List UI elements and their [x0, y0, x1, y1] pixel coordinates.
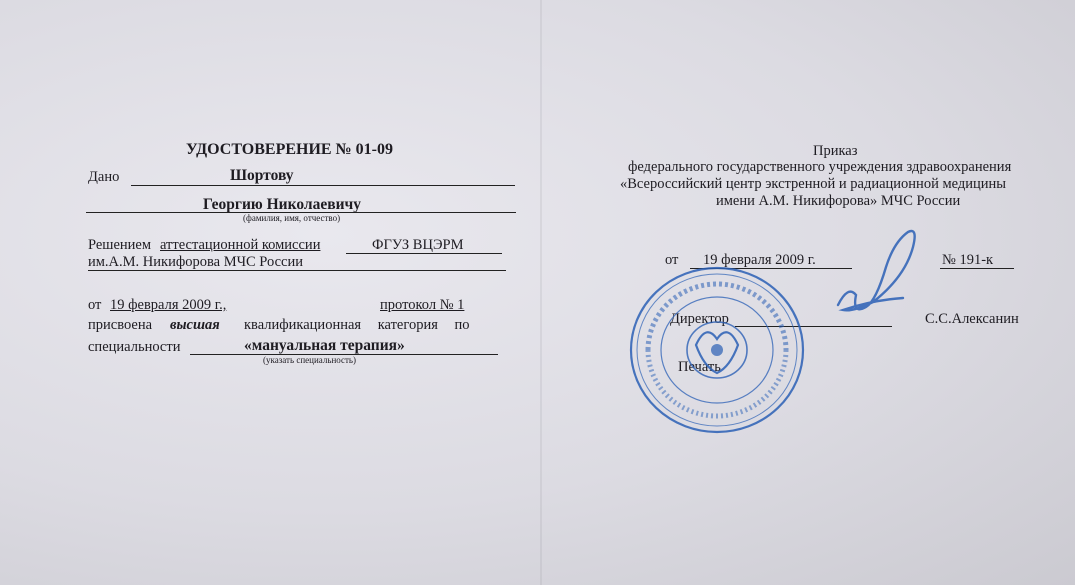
order-line-3: имени А.М. Никифорова» МЧС России — [716, 193, 961, 209]
order-date-prefix: от — [665, 252, 679, 268]
awarded-label: присвоена — [88, 317, 153, 333]
recipient-surname: Шортову — [230, 167, 294, 184]
surname-line — [131, 185, 515, 186]
commission-org-line2: им.А.М. Никифорова МЧС России — [88, 254, 304, 270]
name-hint: (фамилия, имя, отчество) — [243, 213, 341, 223]
order-line-2: «Всероссийский центр экстренной и радиационной медицины — [620, 176, 1007, 192]
commission-org: ФГУЗ ВЦЭРМ — [372, 237, 464, 253]
dano-label: Дано — [88, 169, 120, 185]
director-label: Директор — [670, 311, 729, 327]
paper-fold — [540, 0, 542, 585]
order-line-1: федерального государственного учреждения здравоохранения — [628, 159, 1012, 175]
specialty-value: «мануальная терапия» — [244, 337, 405, 354]
order-title: Приказ — [813, 143, 858, 159]
director-name: С.С.Алексанин — [925, 311, 1019, 327]
recipient-name: Георгию Николаевичу — [203, 196, 361, 213]
protocol-number: протокол № 1 — [380, 297, 465, 313]
commission-label: аттестационной комиссии — [160, 237, 321, 253]
category-text: квалификационная категория по — [244, 317, 470, 333]
date-prefix: от — [88, 297, 102, 313]
order-number: № 191-к — [942, 252, 994, 268]
certificate-title: УДОСТОВЕРЕНИЕ № 01-09 — [186, 141, 393, 158]
commission-line — [346, 253, 502, 254]
order-number-line — [940, 268, 1014, 269]
certificate-date: 19 февраля 2009 г., — [110, 297, 227, 313]
seal-label: Печать — [678, 359, 721, 375]
decision-label: Решением — [88, 237, 152, 253]
org-line — [88, 270, 506, 271]
category-value: высшая — [170, 317, 220, 333]
specialty-hint: (указать специальность) — [263, 355, 357, 365]
director-signature — [830, 225, 920, 325]
official-seal — [628, 265, 806, 435]
specialty-label: специальности — [88, 339, 181, 355]
order-date: 19 февраля 2009 г. — [703, 252, 816, 268]
